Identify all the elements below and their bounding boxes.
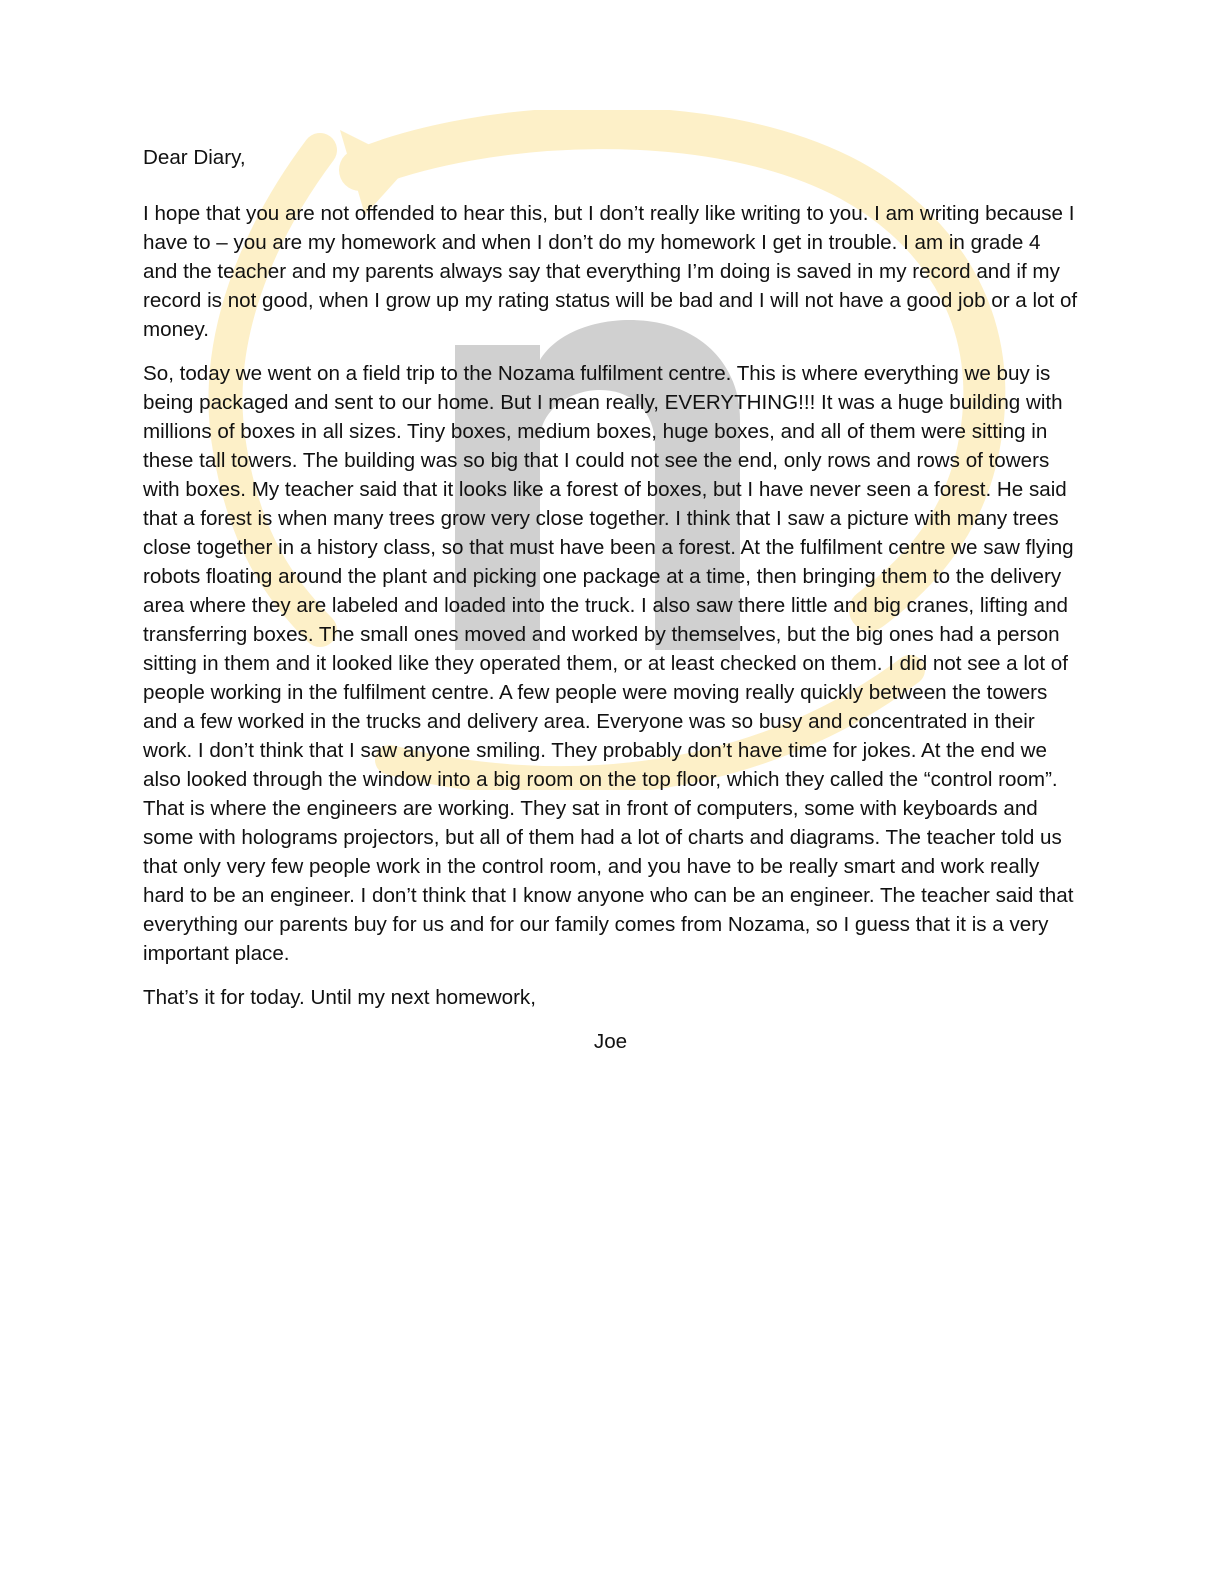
letter-closing: That’s it for today. Until my next homework, — [143, 986, 536, 1009]
diary-letter — [143, 143, 1078, 1056]
letter-greeting: Dear Diary, — [143, 146, 246, 169]
letter-paragraph-2: So, today we went on a field trip to the Nozama fulfilment centre. This is where everything we buy is being packaged and sent to our home. But I mean really, EVERYTHING!!! It was a huge building with millions of boxes in all sizes. Tiny boxes, medium boxes, huge boxes, and all of them were sitting in these tall towers. The building was so big that I could not see the end, only rows and rows of towers with boxes. My teacher said that it looks like a forest of boxes, but I have never seen a forest. He said that a forest is when many trees grow very close together. I think that I saw a picture with many trees close together in a history class, so that must have been a forest. At the fulfilment centre we saw flying robots floating around the plant and picking one package at a time, then bringing them to the delivery area where they are labeled and loaded into the truck. I also saw there little and big cranes, lifting and transferring boxes. The small ones moved and worked by themselves, but the big ones had a person sitting in them and it looked like they operated them, or at least checked on them. I did not see a lot of people working in the fulfilment centre. A few people were moving really quickly between the towers and a few worked in the trucks and delivery area. Everyone was so busy and concentrated in their work. I don’t think that I saw anyone smiling. They probably don’t have time for jokes. At the end we also looked through the window into a big room on the top floor, which they called the “control room”. That is where the engineers are working. They sat in front of computers, some with keyboards and some with holograms projectors, but all of them had a lot of charts and diagrams. The teacher told us that only very few people work in the control room, and you have to be really smart and work really hard to be an engineer. I don’t think that I know anyone who can be an engineer. The teacher said that everything our parents buy for us and for our family comes from Nozama, so I guess that it is a very important place. — [143, 362, 1074, 965]
letter-paragraph-1: I hope that you are not offended to hear this, but I don’t really like writing to you. I am writing because I have to – you are my homework and when I don’t do my homework I get in trouble. I am in grade 4 and the teacher and my parents always say that everything I’m doing is saved in my record and if my record is not good, when I grow up my rating status will be bad and I will not have a good job or a lot of money. — [143, 202, 1078, 341]
letter-signature: Joe — [593, 1030, 628, 1053]
